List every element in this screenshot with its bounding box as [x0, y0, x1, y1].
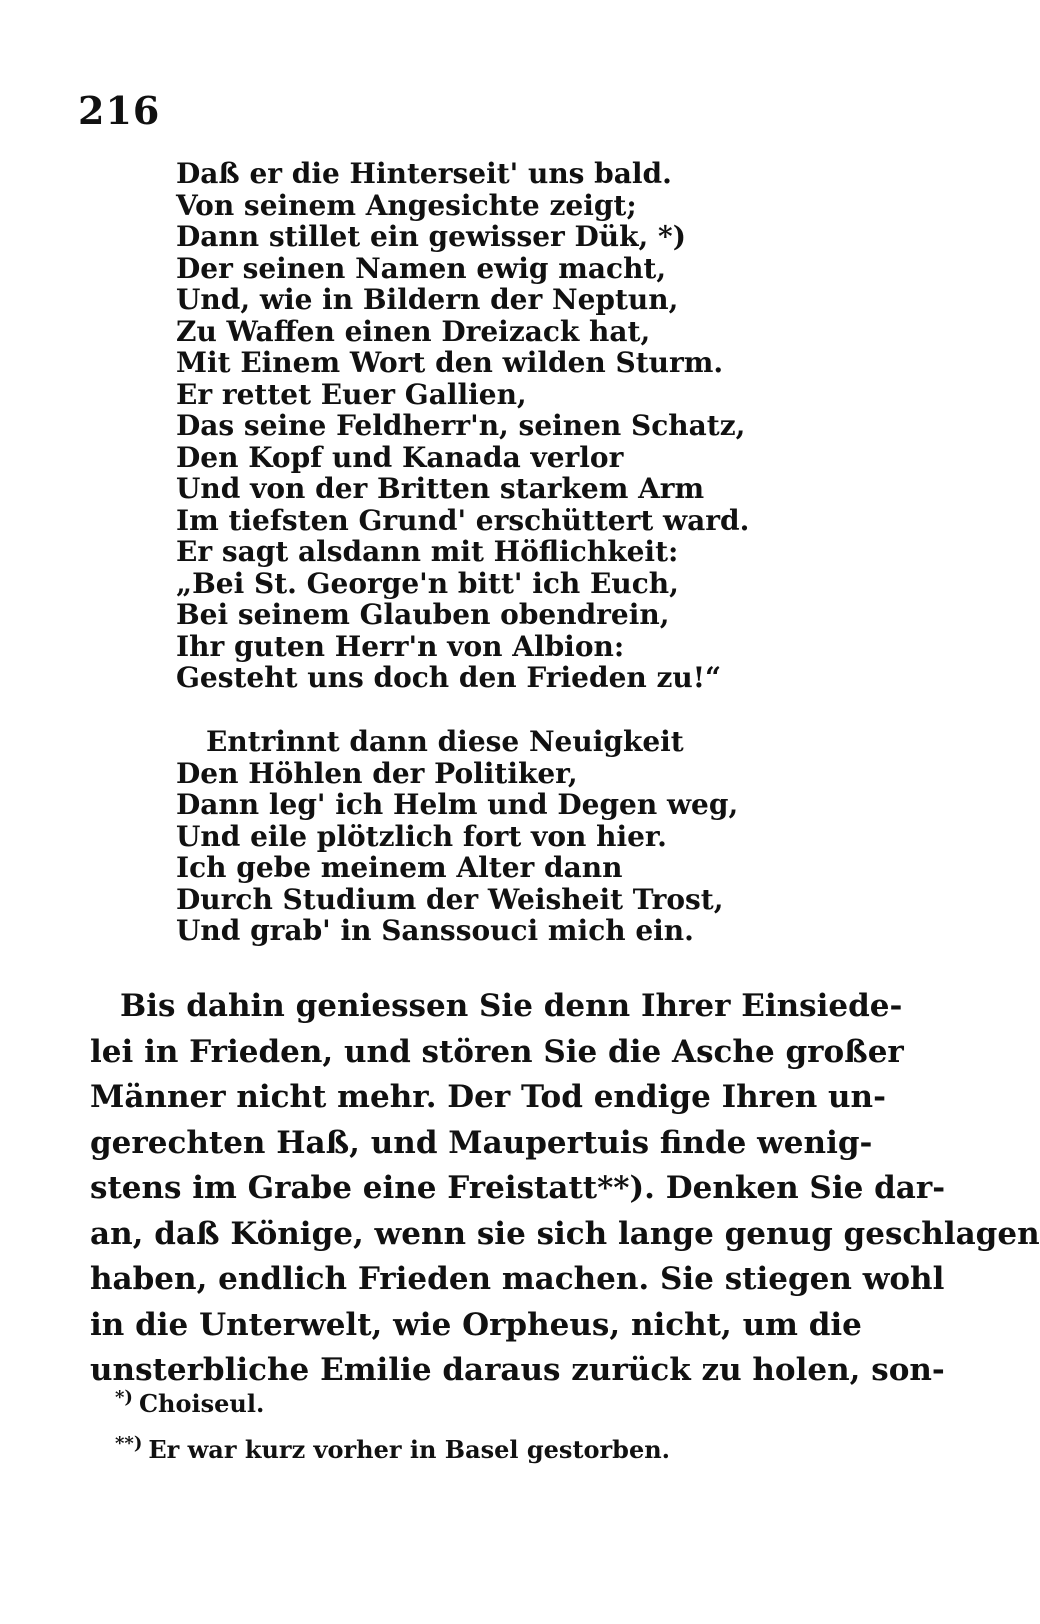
poem-line: Das seine Feldherr'n, seinen Schatz,: [176, 409, 746, 442]
poem-line: Ich gebe meinem Alter dann: [176, 851, 623, 884]
prose-line: stens im Grabe eine Freistatt**). Denken Sie dar-: [90, 1170, 946, 1206]
poem-stanza-2: [176, 726, 856, 947]
prose-line: an, daß Könige, wenn sie sich lange genug geschlagen: [90, 1215, 1040, 1252]
poem-line: Und grab' in Sanssouci mich ein.: [176, 914, 694, 947]
poem-line: Den Kopf und Kanada verlor: [176, 440, 624, 474]
poem-line: Zu Waffen einen Dreizack hat,: [176, 314, 651, 348]
prose-line: Bis dahin geniessen Sie denn Ihrer Einsiede-: [120, 988, 903, 1024]
prose-line: unsterbliche Emilie daraus zurück zu holen, son-: [90, 1352, 945, 1388]
poem-line: Entrinnt dann diese Neuigkeit: [206, 725, 684, 758]
footnote-text: Er war kurz vorher in Basel gestorben.: [148, 1435, 671, 1464]
poem-line: Gesteht uns doch den Frieden zu!“: [176, 661, 722, 694]
poem-line: „Bei St. George'n bitt' ich Euch,: [176, 566, 679, 600]
prose-line: Männer nicht mehr. Der Tod endige Ihren un-: [90, 1079, 886, 1115]
prose-line: gerechten Haß, und Maupertuis finde wenig-: [90, 1124, 873, 1161]
poem-line: Mit Einem Wort den wilden Sturm.: [176, 346, 724, 379]
footnote-mark: **): [115, 1433, 143, 1454]
poem-line: Bei seinem Glauben obendrein,: [176, 598, 670, 631]
prose-line: lei in Frieden, und stören Sie die Asche großer: [90, 1033, 904, 1070]
footnotes: [115, 1378, 815, 1470]
prose-line: in die Unterwelt, wie Orpheus, nicht, um die: [90, 1306, 862, 1343]
page-number: 216: [78, 88, 161, 133]
poem-line: Er sagt alsdann mit Höflichkeit:: [176, 535, 679, 568]
poem-line: Und von der Britten starkem Arm: [176, 472, 705, 505]
poem-stanza-1: [176, 158, 856, 694]
poem-line: Von seinem Angesichte zeigt;: [176, 188, 637, 222]
poem-line: Den Höhlen der Politiker,: [176, 756, 578, 790]
poem-line: Er rettet Euer Gallien,: [176, 377, 527, 411]
poem-line: Daß er die Hinterseit' uns bald.: [176, 157, 672, 190]
prose-paragraph: [90, 984, 1040, 1394]
poem-line: Im tiefsten Grund' erschüttert ward.: [176, 503, 750, 537]
poem-line: Dann leg' ich Helm und Degen weg,: [176, 788, 739, 821]
poem-line: Dann stillet ein gewisser Dük, *): [176, 220, 686, 253]
poem-line: Durch Studium der Weisheit Trost,: [176, 882, 724, 916]
poem-line: Der seinen Namen ewig macht,: [176, 251, 667, 285]
poem-line: Und eile plötzlich fort von hier.: [176, 819, 667, 853]
poem-line: Ihr guten Herr'n von Albion:: [176, 629, 625, 663]
footnote: [115, 1378, 815, 1424]
footnote-text: Choiseul.: [138, 1389, 265, 1418]
prose-line: haben, endlich Frieden machen. Sie stiegen wohl: [90, 1261, 945, 1297]
poem-line: Und, wie in Bildern der Neptun,: [176, 283, 679, 316]
footnote: [115, 1424, 815, 1470]
footnote-mark: *): [115, 1387, 133, 1408]
